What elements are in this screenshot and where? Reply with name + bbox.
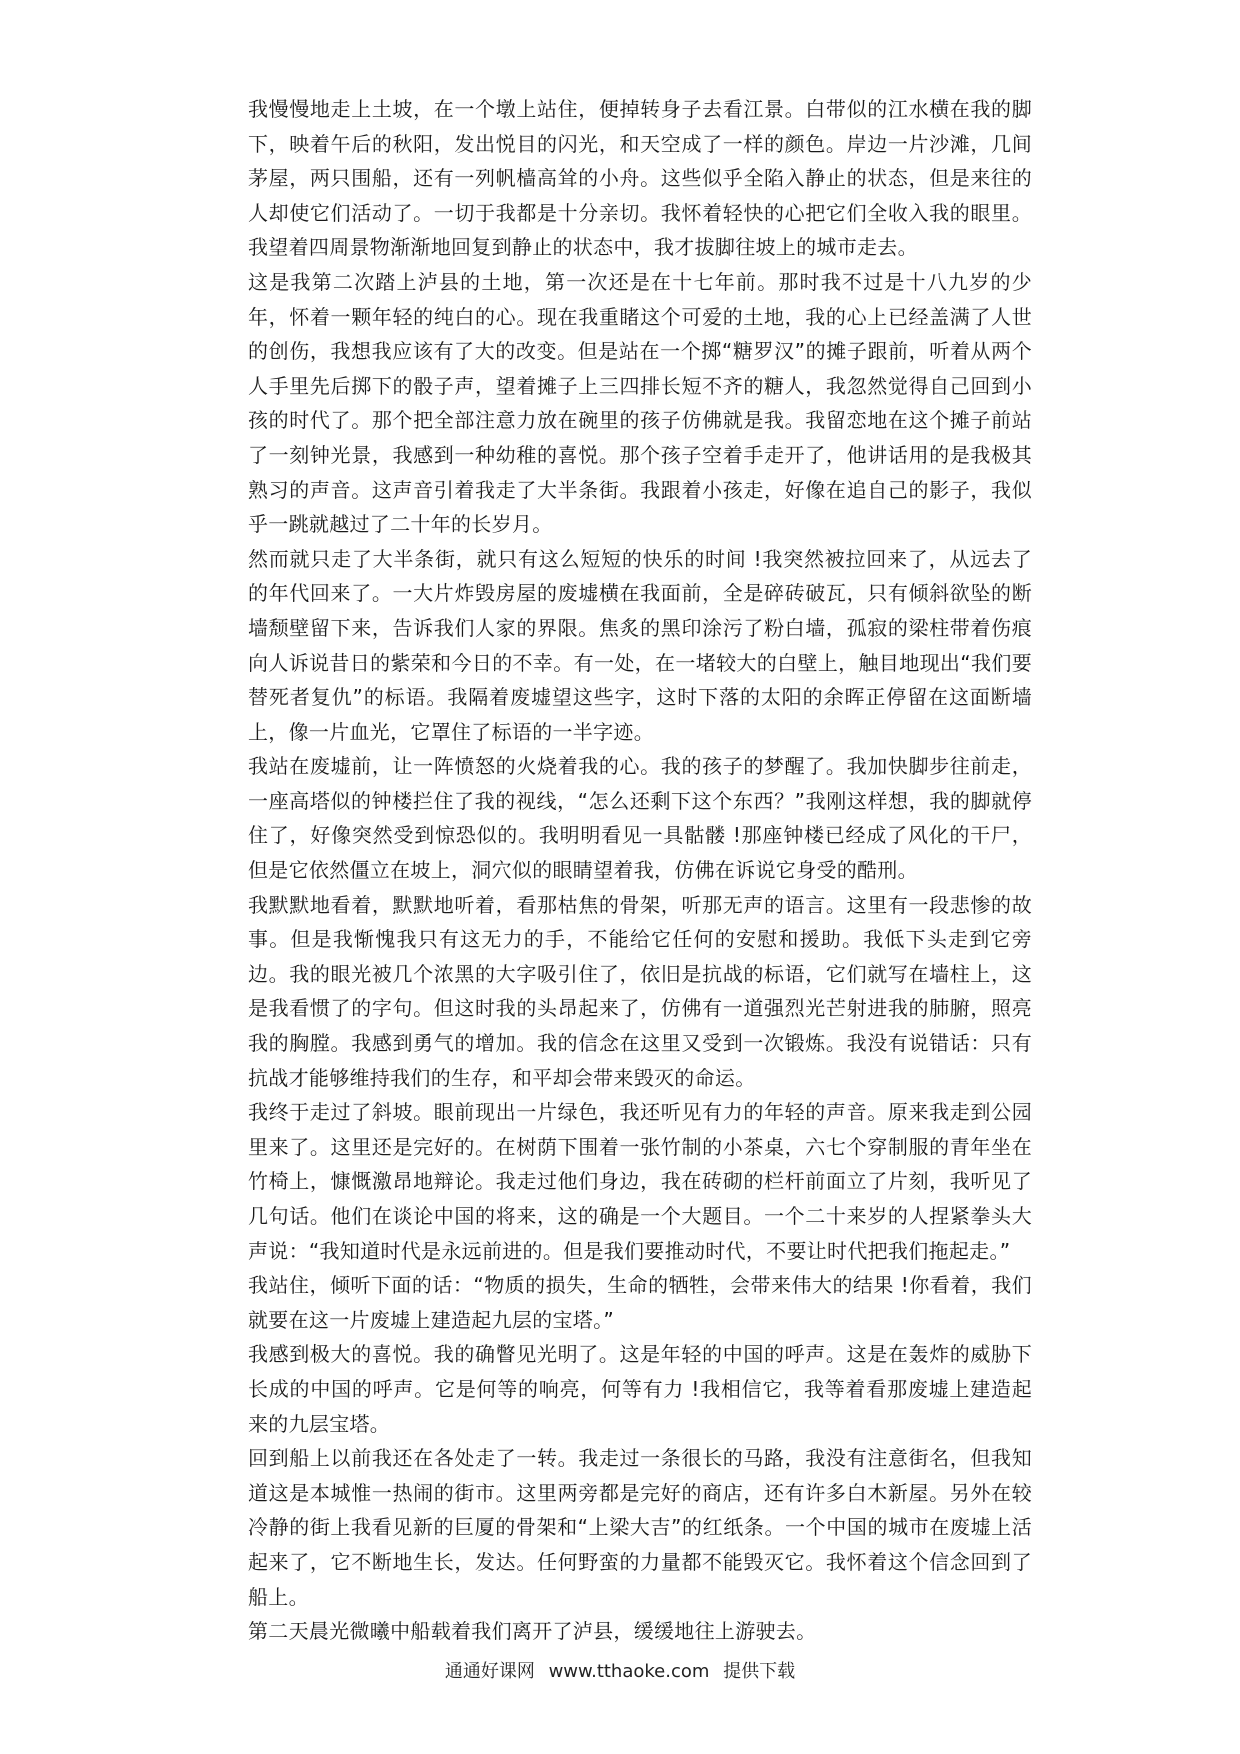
paragraph-3: 然而就只走了大半条街，就只有这么短短的快乐的时间 !我突然被拉回来了，从远去了的年代回来了。一大片炸毁房屋的废墟横在我面前，全是碎砖破瓦，只有倾斜欲坠的断墙颓壁留下来，告诉我们人家的界限。焦炙的黑印涂污了粉白墙，孤寂的梁柱带着伤痕向人诉说昔日的紫荣和今日的不幸。有一处，在一堵较大的白壁上，触目地现出“我们要替死者复仇”的标语。我隔着废墟望这些字，这时下落的太阳的余晖正停留在这面断墙上，像一片血光，它罩住了标语的一半字迹。	[248, 546, 1032, 744]
paragraph-4: 我站在废墟前，让一阵愤怒的火烧着我的心。我的孩子的梦醒了。我加快脚步往前走，一座高塔似的钟楼拦住了我的视线，“怎么还剩下这个东西？”我刚这样想，我的脚就停住了，好像突然受到惊恐似的。我明明看见一具骷髅 !那座钟楼已经成了风化的干尸，但是它依然僵立在坡上，洞穴似的眼睛望着我，仿佛在诉说它身受的酷刑。	[248, 754, 1032, 883]
page-footer	[0, 1657, 1240, 1683]
paragraph-8: 我感到极大的喜悦。我的确瞥见光明了。这是年轻的中国的呼声。这是在轰炸的威胁下长成的中国的呼声。它是何等的响亮，何等有力 !我相信它，我等着看那废墟上建造起来的九层宝塔。	[248, 1342, 1032, 1436]
document-body	[248, 92, 1032, 1649]
paragraph-5: 我默默地看着，默默地听着，看那枯焦的骨架，听那无声的语言。这里有一段悲惨的故事。但是我惭愧我只有这无力的手，不能给它任何的安慰和援助。我低下头走到它旁边。我的眼光被几个浓黑的大字吸引住了，依旧是抗战的标语，它们就写在墙柱上，这是我看惯了的字句。但这时我的头昂起来了，仿佛有一道强烈光芒射进我的肺腑，照亮我的胸膛。我感到勇气的增加。我的信念在这里又受到一次锻炼。我没有说错话：只有抗战才能够维持我们的生存，和平却会带来毁灭的命运。	[248, 892, 1032, 1090]
paragraph-10: 第二天晨光微曦中船载着我们离开了泸县，缓缓地往上游驶去。	[248, 1619, 817, 1644]
paragraph-6: 我终于走过了斜坡。眼前现出一片绿色，我还听见有力的年轻的声音。原来我走到公园里来了。这里还是完好的。在树荫下围着一张竹制的小茶桌，六七个穿制服的青年坐在竹椅上，慷慨激昂地辩论。我走过他们身边，我在砖砌的栏杆前面立了片刻，我听见了几句话。他们在谈论中国的将来，这的确是一个大题目。一个二十来岁的人捏紧拳头大声说：“我知道时代是永远前进的。但是我们要推动时代，不要让时代把我们拖起走。”	[248, 1100, 1032, 1263]
paragraph-1: 我慢慢地走上土坡，在一个墩上站住，便掉转身子去看江景。白带似的江水横在我的脚下，映着午后的秋阳，发出悦目的闪光，和天空成了一样的颜色。岸边一片沙滩，几间茅屋，两只围船，还有一列帆樯高耸的小舟。这些似乎全陷入静止的状态，但是来往的人却使它们活动了。一切于我都是十分亲切。我怀着轻快的心把它们全收入我的眼里。我望着四周景物渐渐地回复到静止的状态中，我才拔脚往坡上的城市走去。	[248, 97, 1032, 260]
paragraph-7: 我站住，倾听下面的话：“物质的损失，生命的牺牲，会带来伟大的结果 !你看着，我们就要在这一片废墟上建造起九层的宝塔。”	[248, 1273, 1032, 1332]
paragraph-2: 这是我第二次踏上泸县的土地，第一次还是在十七年前。那时我不过是十八九岁的少年，怀着一颗年轻的纯白的心。现在我重睹这个可爱的土地，我的心上已经盖满了人世的创伤，我想我应该有了大的改变。但是站在一个掷“糖罗汉”的摊子跟前，听着从两个人手里先后掷下的骰子声，望着摊子上三四排长短不齐的糖人，我忽然觉得自己回到小孩的时代了。那个把全部注意力放在碗里的孩子仿佛就是我。我留恋地在这个摊子前站了一刻钟光景，我感到一种幼稚的喜悦。那个孩子空着手走开了，他讲话用的是我极其熟习的声音。这声音引着我走了大半条街。我跟着小孩走，好像在追自己的影子，我似乎一跳就越过了二十年的长岁月。	[248, 269, 1032, 537]
footer-url: www.tthaoke.com	[548, 1661, 710, 1682]
footer-site-name: 通通好课网	[444, 1661, 535, 1682]
footer-note: 提供下载	[723, 1661, 796, 1682]
paragraph-9: 回到船上以前我还在各处走了一转。我走过一条很长的马路，我没有注意街名，但我知道这是本城惟一热闹的街市。这里两旁都是完好的商店，还有许多白木新屋。另外在较冷静的街上我看见新的巨厦的骨架和“上梁大吉”的红纸条。一个中国的城市在废墟上活起来了，它不断地生长，发达。任何野蛮的力量都不能毁灭它。我怀着这个信念回到了船上。	[248, 1446, 1032, 1609]
